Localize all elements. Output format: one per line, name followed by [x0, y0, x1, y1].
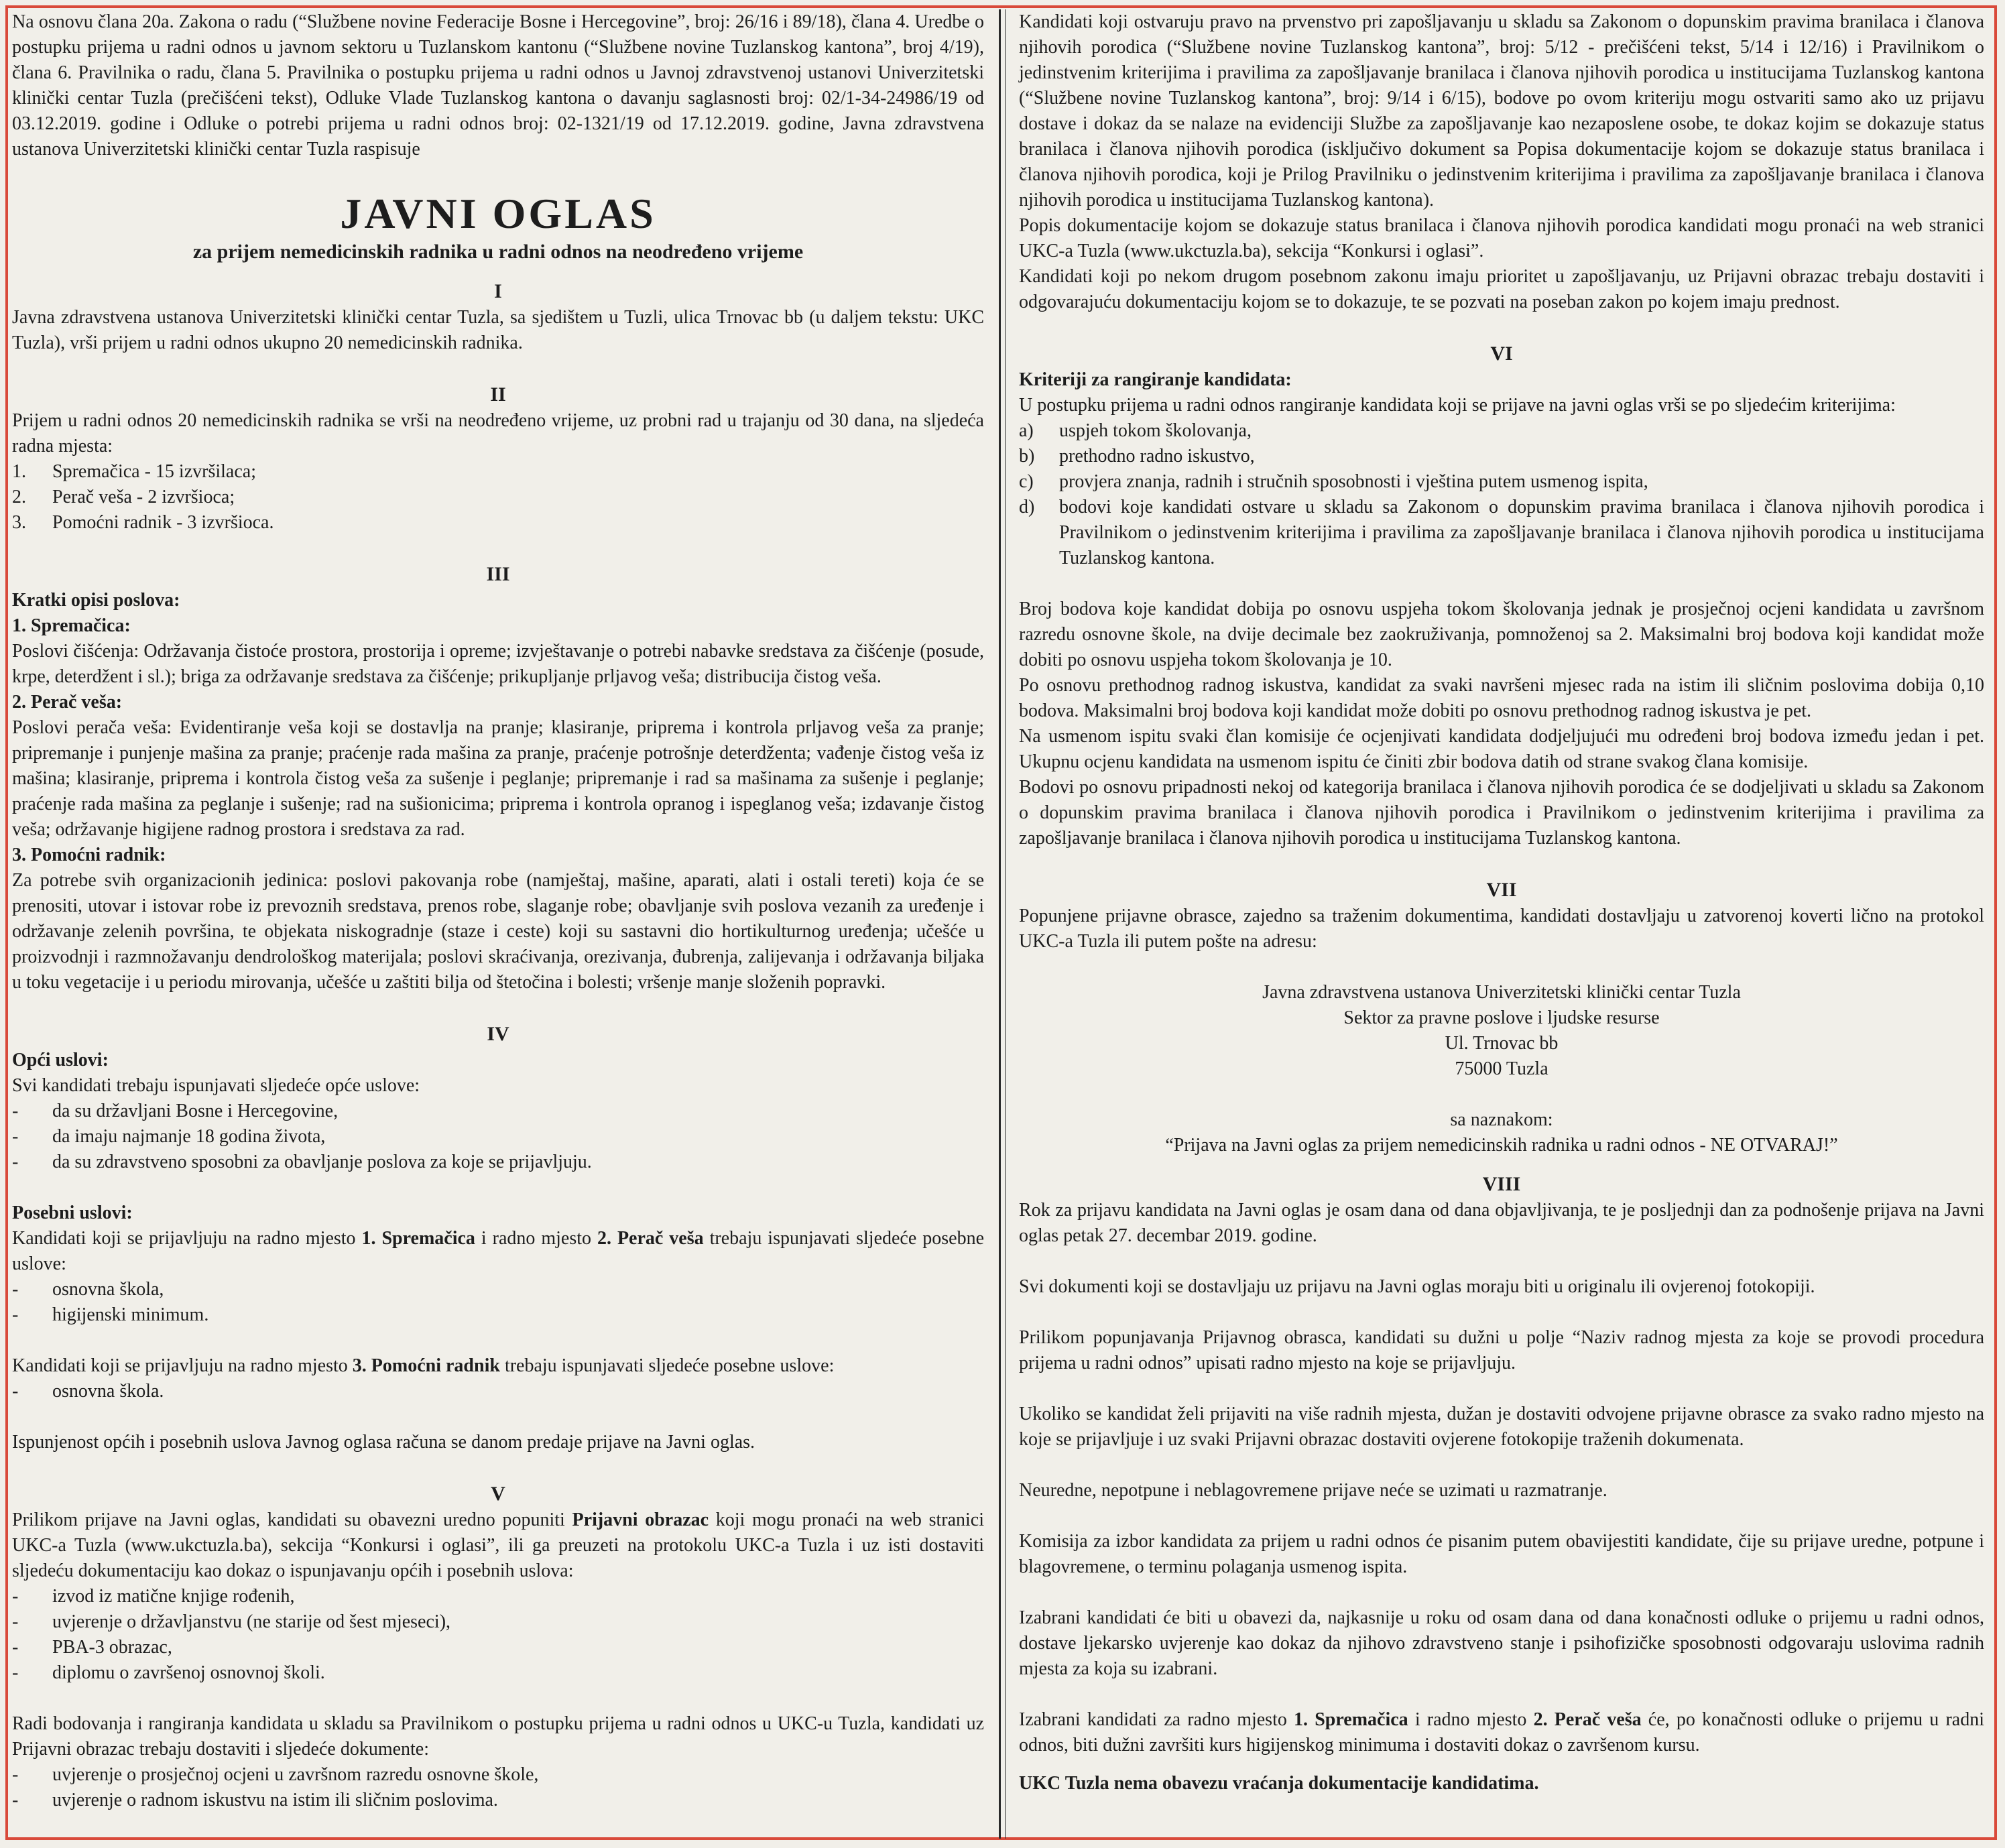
paragraph-v: Prilikom prijave na Javni oglas, kandidati su obavezni uredno popuniti Prijavni obrazac koji mogu pronaći na web stranici UKC-a Tuzla (www.ukctuzla.ba), sekcija “Konkursi i oglasi”, ili ga preuzeti na protokolu UKC-a Tuzla i uz isti dostaviti sljedeću dokumentaciju kao dokaz o ispunjavanju općih i posebnih uslova: [12, 1510, 984, 1581]
positions-list [12, 459, 984, 536]
ranking-intro: U postupku prijema u radni odnos rangiranje kandidata koji se prijave na javni oglas vrši se po sljedećim kriterijima: [1019, 395, 1896, 416]
list-item: - da imaju najmanje 18 godina života, [12, 1126, 326, 1147]
points-veterans-paragraph: Bodovi po osnovu pripadnosti nekoj od kategorija branilaca i članova njihovih porodica će se dodjeljivati u skladu sa Zakonom o dopunskim pravima branilaca i članova njihovih porodica i Pravilnikom o jedinstvenim kriterijima i pravilima za zapošljavanje branilaca i članova njihovih porodica u institucijama Tuzlanskog kantona. [1019, 777, 1984, 849]
points-school-paragraph: Broj bodova koje kandidat dobija po osnovu uspjeha tokom školovanja jednak je prosječnoj ocjeni kandidata u završnom razredu osnovne škole, na dvije decimale bez zaokruživanja, pomnoženoj sa 2. Maksimalni broj bodova koji kandidat može dobiti po osnovu uspjeha tokom školovanja je 10. [1019, 599, 1984, 670]
left-column [12, 9, 984, 1839]
column-divider [999, 9, 1006, 1839]
heading-ranking-criteria: Kriteriji za rangiranje kandidata: [1019, 369, 1292, 390]
list-item: - osnovna škola. [12, 1381, 164, 1402]
paragraph-ii: Prijem u radni odnos 20 nemedicinskih radnika se vrši na neodređeno vrijeme, uz probni rad u trajanju od 30 dana, na sljedeća radna mjesta: [12, 410, 984, 456]
section-heading-i: I [494, 280, 502, 302]
section-heading-v: V [491, 1483, 505, 1505]
list-item: c) provjera znanja, radnih i stručnih sposobnosti i vještina putem usmenog ispita, [1019, 471, 1648, 492]
list-item: - uvjerenje o državljanstvu (ne starije od šest mjeseci), [12, 1611, 451, 1632]
section-heading-vi: VI [1490, 343, 1513, 365]
list-item: - da su zdravstveno sposobni za obavljanje poslova za koje se prijavljuju. [12, 1152, 592, 1172]
special-conditions-1-intro: Kandidati koji se prijavljuju na radno mjesto 1. Spremačica i radno mjesto 2. Perač veša trebaju ispunjavati sljedeće posebne uslove: [12, 1228, 984, 1274]
list-item: - PBA-3 obrazac, [12, 1637, 172, 1658]
list-item: b) prethodno radno iskustvo, [1019, 446, 1255, 467]
special-conditions-1-list [12, 1277, 984, 1328]
job-3-description: Za potrebe svih organizacionih jedinica: poslovi pakovanja robe (namještaj, mašine, aparati, alati i ostali tereti) koja će se prenositi, utovar i istovar robe iz prevoznih sredstava, prenos robe, slaganje robe; obavljanje svih poslova vezanih za uređenje i održavanje zelenih površina, te objekata niskogradnje (staze i ceste) koji su sastavni dio hortikulturnog uređenja; učešće u proizvodnji i razmnožavanju dendrološkog materijala; poslovi skraćivanja, orezivanja, đubrenja, zalijevanja i održavanja biljaka u toku vegetacije i u periodu mirovanja, učešće u zaštiti bilja od štetočina i bolesti; vršenje manje složenih popravki. [12, 870, 984, 993]
list-item: - da su državljani Bosne i Hercegovine, [12, 1101, 339, 1121]
heading-job-3: 3. Pomoćni radnik: [12, 845, 166, 865]
job-1-description: Poslovi čišćenja: Održavanja čistoće prostora, prostorija i opreme; izvještavanje o potrebi nabavke sredstava za čišćenje (posude, krpe, deterdžent i sl.); briga za održavanje sredstava za čišćenje; prikupljanje prljavog veša; distribucija čistog veša. [12, 641, 984, 687]
section-heading-ii: II [490, 383, 506, 406]
section-heading-vii: VII [1486, 879, 1517, 901]
list-item: - uvjerenje o radnom iskustvu na istim ili sličnim poslovima. [12, 1790, 498, 1810]
heading-job-2: 2. Perač veša: [12, 692, 123, 713]
paragraph-v-ranking: Radi bodovanja i rangiranja kandidata u skladu sa Pravilnikom o postupku prijema u radni odnos u UKC-u Tuzla, kandidati uz Prijavni obrazac trebaju dostaviti i sljedeće dokumente: [12, 1713, 984, 1760]
heading-special-conditions: Posebni uslovi: [12, 1203, 133, 1223]
address-block [1019, 980, 1984, 1158]
documents-list [12, 1584, 984, 1686]
heading-job-descriptions: Kratki opisi poslova: [12, 590, 180, 611]
special-conditions-2-list [12, 1379, 984, 1404]
deadline-paragraph: Rok za prijavu kandidata na Javni oglas je osam dana od dana objavljivanja, te je posljednji dan za podnošenje prijava na Javni oglas petak 27. decembar 2019. godine. [1019, 1200, 1984, 1246]
address-line: 75000 Tuzla [1455, 1058, 1548, 1079]
priority-paragraph: Kandidati koji ostvaruju pravo na prvenstvo pri zapošljavanju u skladu sa Zakonom o dopunskim pravima branilaca i članova njihovih porodica (“Službene novine Tuzlanskog kantona”, broj: 5/12 - prečišćeni tekst, 5/14 i 12/16) i Pravilnikom o jedinstvenim kriterijima i pravilima za zapošljavanje branilaca i članova njihovih porodica u institucijama Tuzlanskog kantona (“Službene novine Tuzlanskog kantona”, broj: 9/14 i 6/15), bodove po ovom kriteriju mogu ostvariti samo ako uz prijavu dostave i dokaz da se nalaze na evidenciji Službe za zapošljavanje kao nezaposlene osobe, te dokaz kojim se dokazuje status branilaca i članova njihovih porodica (isključivo dokument sa Popisa dokumentacije kojom se dokazuje status branilaca i članova njihovih porodica, koji je Prilog Pravilniku o jedinstvenim kriterijima i pravilima za zapošljavanje branilaca i članova njihovih porodica u institucijama Tuzlanskog kantona). [1019, 11, 1984, 210]
submission-paragraph: Popunjene prijavne obrasce, zajedno sa traženim dokumentima, kandidati dostavljaju u zatvorenoj koverti lično na protokol UKC-a Tuzla ili putem pošte na adresu: [1019, 906, 1984, 952]
address-line: Sektor za pravne poslove i ljudske resurse [1343, 1007, 1660, 1028]
list-item: - diplomu o završenoj osnovnoj školi. [12, 1662, 325, 1683]
envelope-mark-label: sa naznakom: [1450, 1109, 1553, 1130]
form-field-paragraph: Prilikom popunjavanja Prijavnog obrasca, kandidati su dužni u polje “Naziv radnog mjesta za koje se provodi procedura prijema u radni odnos” upisati radno mjesto na koje se prijavljuju. [1019, 1327, 1984, 1373]
heading-job-1: 1. Spremačica: [12, 615, 131, 636]
multiple-positions-paragraph: Ukoliko se kandidat želi prijaviti na više radnih mjesta, dužan je dostaviti odvojene prijavne obrasce za svako radno mjesto na koje se prijavljuje i uz svaki Prijavni obrazac dostaviti ovjerene fotokopije traženih dokumenata. [1019, 1404, 1984, 1450]
list-item: 1. Spremačica - 15 izvršilaca; [12, 461, 256, 482]
special-conditions-2-intro: Kandidati koji se prijavljuju na radno mjesto 3. Pomoćni radnik trebaju ispunjavati sljedeće posebne uslove: [12, 1355, 835, 1376]
list-item: 2. Perač veša - 2 izvršioca; [12, 487, 235, 507]
list-item: - osnovna škola, [12, 1279, 164, 1300]
list-item: d) bodovi koje kandidati ostvare u skladu sa Zakonom o dopunskim pravima branilaca i članova njihovih porodica i Pravilnikom o jedinstvenim kriterijima i pravilima za zapošljavanje branilaca i članova njihovih porodica u institucijama Tuzlanskog kantona. [1019, 497, 1984, 568]
hygiene-course-paragraph: Izabrani kandidati za radno mjesto 1. Spremačica i radno mjesto 2. Perač veša će, po konačnosti odluke o prijemu u radni odnos, biti dužni završiti kurs higijenskog minimuma i dostaviti dokaz o završenom kursu. [1019, 1709, 1984, 1755]
originals-paragraph: Svi dokumenti koji se dostavljaju uz prijavu na Javni oglas moraju biti u originalu ili ovjerenoj fotokopiji. [1019, 1276, 1815, 1297]
medical-certificate-paragraph: Izabrani kandidati će biti u obavezi da, najkasnije u roku od osam dana od dana konačnosti odluke o prijemu u radni odnos, dostave ljekarsko uvjerenje kao dokaz da njihovo zdravstveno stanje i psihofizičke sposobnosti odgovaraju uslovima radnih mjesta za koja su izabrani. [1019, 1607, 1984, 1679]
list-item: - izvod iz matične knjige rođenih, [12, 1586, 295, 1607]
points-experience-paragraph: Po osnovu prethodnog radnog iskustva, kandidat za svaki navršeni mjesec rada na istim ili sličnim poslovima dobija 0,10 bodova. Maksimalni broj bodova koji kandidat može dobiti po osnovu prethodnog radnog iskustva je pet. [1019, 675, 1984, 721]
general-conditions-intro: Svi kandidati trebaju ispunjavati sljedeće opće uslove: [12, 1075, 420, 1096]
right-column [1019, 9, 1984, 1839]
envelope-mark: “Prijava na Javni oglas za prijem nemedicinskih radnika u radni odnos - NE OTVARAJ!” [1165, 1135, 1838, 1156]
section-heading-iii: III [486, 563, 510, 585]
list-item: 3. Pomoćni radnik - 3 izvršioca. [12, 512, 274, 533]
points-oral-exam-paragraph: Na usmenom ispitu svaki član komisije će ocjenjivati kandidata dodjeljujući mu određeni broj bodova između jedan i pet. Ukupnu ocjenu kandidata na usmenom ispitu će činiti zbir bodova datih od strane svakog člana komisije. [1019, 726, 1984, 772]
final-note: UKC Tuzla nema obavezu vraćanja dokumentacije kandidatima. [1019, 1773, 1539, 1794]
address-line: Javna zdravstvena ustanova Univerzitetski klinički centar Tuzla [1262, 982, 1741, 1003]
commission-paragraph: Komisija za izbor kandidata za prijem u radni odnos će pisanim putem obavijestiti kandidate, čije su prijave uredne, potpune i blagovremene, o terminu polaganja usmenog ispita. [1019, 1531, 1984, 1577]
section-heading-iv: IV [487, 1023, 509, 1045]
job-2-description: Poslovi perača veša: Evidentiranje veša koji se dostavlja na pranje; klasiranje, priprema i kontrola prljavog veša za pranje; pripremanje i punjenje mašina za pranje; praćenje rada mašina za pranje, praćenje potrošnje deterdženta; vađenje čistog veša iz mašina; klasiranje, priprema i kontrola čistog veša za sušenje i peglanje; pripremanje i rad sa mašinama za sušenje i peglanje; praćenje rada mašina za peglanje i sušenje; rad na sušionicima; priprema i kontrola opranog i ispeglanog veša; izdavanje čistog veša; održavanje higijene radnog prostora i sredstava za rad. [12, 717, 984, 840]
document-subtitle: za prijem nemedicinskih radnika u radni odnos na neodređeno vrijeme [192, 241, 804, 263]
section-heading-viii: VIII [1482, 1173, 1521, 1195]
heading-general-conditions: Opći uslovi: [12, 1050, 109, 1070]
address-line: Ul. Trnovac bb [1445, 1033, 1559, 1054]
criteria-list [1019, 418, 1984, 571]
list-item: - higijenski minimum. [12, 1304, 209, 1325]
ranking-documents-list [12, 1762, 984, 1813]
other-priority-paragraph: Kandidati koji po nekom drugom posebnom zakonu imaju prioritet u zapošljavanju, uz Prijavni obrazac trebaju dostaviti i odgovarajuću dokumentaciju kojom se to dokazuje, te se pozvati na poseban zakon po kojem imaju prednost. [1019, 266, 1984, 312]
list-item: a) uspjeh tokom školovanja, [1019, 420, 1252, 441]
documentation-list-paragraph: Popis dokumentacije kojom se dokazuje status branilaca i članova njihovih porodica kandidati mogu pronaći na web stranici UKC-a Tuzla (www.ukctuzla.ba), sekcija “Konkursi i oglasi”. [1019, 215, 1984, 261]
paragraph-i: Javna zdravstvena ustanova Univerzitetski klinički centar Tuzla, sa sjedištem u Tuzli, ulica Trnovac bb (u daljem tekstu: UKC Tuzla), vrši prijem u radni odnos ukupno 20 nemedicinskih radnika. [12, 307, 984, 353]
intro-paragraph: Na osnovu člana 20a. Zakona o radu (“Službene novine Federacije Bosne i Hercegovine”, broj: 26/16 i 89/18), člana 4. Uredbe o postupku prijema u radni odnos u javnom sektoru u Tuzlanskom kantonu (“Službene novine Tuzlanskog kantona”, broj 4/19), člana 6. Pravilnika o radu, člana 5. Pravilnika o postupku prijema u radni odnos u Javnoj zdravstvenoj ustanovi Univerzitetski klinički centar Tuzla (prečišćeni tekst), Odluke Vlade Tuzlanskog kantona o davanju saglasnosti broj: 02/1-34-24986/19 od 03.12.2019. godine i Odluke o potrebi prijema u radni odnos broj: 02-1321/19 od 17.12.2019. godine, Javna zdravstvena ustanova Univerzitetski klinički centar Tuzla raspisuje [12, 11, 984, 160]
list-item: - uvjerenje o prosječnoj ocjeni u završnom razredu osnovne škole, [12, 1764, 539, 1785]
document-title: JAVNI OGLAS [340, 190, 656, 237]
general-conditions-list [12, 1099, 984, 1175]
incomplete-applications-paragraph: Neuredne, nepotpune i neblagovremene prijave neće se uzimati u razmatranje. [1019, 1480, 1607, 1501]
conditions-note: Ispunjenost općih i posebnih uslova Javnog oglasa računa se danom predaje prijave na Javni oglas. [12, 1432, 755, 1453]
